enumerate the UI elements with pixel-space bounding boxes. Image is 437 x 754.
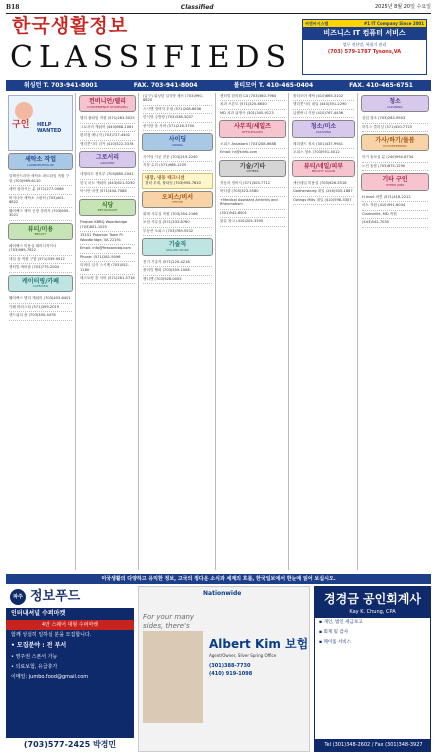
dc-fax: FAX. 703-941-8004	[133, 81, 198, 89]
list-item: 볼티모어 세탁 (410)665-3102	[293, 93, 354, 101]
list-item: Email: info@firepanbbq.com	[80, 245, 135, 253]
category-convenience: 컨비니언/델리 CONVENIENCE STORE/DELI	[79, 95, 136, 112]
page-number: B18	[6, 3, 20, 11]
list-item: 오피스 Assistant (703)208-6688	[220, 141, 285, 149]
listing-list	[140, 211, 215, 236]
ad-title: 정보푸드	[30, 589, 81, 604]
listing-list	[77, 219, 138, 283]
list-item: 페어팩스 미용실 헤어디자이너 (703)989-7622	[9, 243, 72, 256]
list-item: 오피스 청소 (703)951-4012	[293, 149, 354, 157]
list-item: +Medical Assistant Arthritis and Rheumatism	[220, 197, 285, 210]
contact-bar	[6, 80, 431, 91]
list-item: 세탁 잘하시는 분 (571)277-0066	[9, 186, 72, 194]
ad-line: ▪ 개인, 법인 세금보고	[319, 620, 363, 626]
ad-line: ▪ 회계 및 감사	[319, 629, 349, 635]
list-item: 지붕 수리 (571)988-1205	[143, 162, 212, 170]
listing-list	[140, 259, 215, 284]
list-item: Phone: (571)281-9096	[80, 254, 135, 262]
listing-list	[6, 295, 75, 320]
listing-list	[217, 180, 288, 227]
agent-name: Albert Kim 보험	[209, 637, 309, 651]
list-item: 하우스 클리닝 (571)420-7725	[362, 124, 428, 132]
list-item: H mart 파견 (571)418-2212	[362, 194, 428, 202]
ad-subtitle: Kay K. Chung, CPA	[315, 609, 430, 618]
list-item: 훼어팩스 델리 캐쉬어 (703)403-6401	[9, 295, 72, 303]
list-item: 센터빌 바버숍 (703)775-2004	[9, 264, 72, 272]
ad-line: • 의료보험, 유급휴가	[11, 664, 58, 670]
baltimore-phone[interactable]: 볼티모어 T. 410-465-0404	[233, 81, 314, 89]
category-office: 오피스/비서 OFFICE	[142, 191, 213, 208]
help-wanted-kr: 구인	[12, 120, 30, 130]
listing-list	[359, 115, 431, 132]
category-skilled: 기술직 SKILLED WORK	[142, 238, 213, 255]
ad-line: ▪ 페이롤 서비스	[319, 639, 351, 645]
ad-line: 함께 성실히 일하실 분을 모집합니다.	[11, 632, 92, 638]
listing-list	[290, 93, 357, 118]
issue-date: 2025년 8월 20일 수요일	[374, 4, 431, 11]
list-item: 대형마트 정육부 (703)880-2041	[80, 171, 135, 179]
agent-role: Agent/Owner, Silver Spring Office	[209, 653, 277, 658]
top-advert-header: 씨엔씨시스템 #1 IT Company Since 2001	[305, 21, 424, 26]
help-wanted-box	[8, 95, 73, 151]
listing-list	[217, 141, 288, 158]
list-item: 플러밍 헬퍼 (703)359-1008	[143, 267, 212, 275]
list-item: 한국 마트 캐쉬어 (443)621-5250	[80, 180, 135, 188]
top-advert[interactable]	[302, 19, 427, 75]
list-item: 글렌버니 식당 (410)767-4436	[293, 110, 354, 118]
ad-line: • 모집분야 : 전 부서	[11, 642, 67, 650]
category-restaurant: 식당 RESTAURANT	[79, 199, 136, 216]
list-item: 치과 프론트 (571)325-6630	[220, 101, 285, 109]
classified-column-5	[290, 93, 358, 570]
classified-column-1	[6, 93, 76, 570]
ad-subtitle: 인터내셔널 수퍼마켓	[11, 610, 66, 618]
list-item: 아시안 마켓 (571)444-7088	[80, 188, 135, 196]
help-wanted-en: HELP WANTED	[37, 122, 62, 135]
category-cleaning-2: 청소 CLEANING	[361, 95, 429, 112]
listing-list	[359, 154, 431, 171]
list-item: 레스토랑 홀 서버 (571)261-5716	[80, 275, 135, 283]
listing-list	[140, 93, 215, 131]
listing-list	[290, 141, 357, 158]
listing-list	[217, 93, 288, 118]
category-cafe: 케이터링/카페 CAFE/DELI	[8, 275, 73, 292]
list-item: 전기 기술자 (571)220-4218	[143, 259, 212, 267]
top-advert-subtitle: 업무 전산망, 복합기 관리	[342, 41, 387, 47]
worker-icon	[15, 102, 33, 120]
subscription-banner: 미국생활의 다양하고 유익한 정보, 고국의 정다운 소식과 세계의 흐름, 한국일보에서 한눈에 읽어 보십시오.	[6, 574, 431, 584]
top-advert-headline: 비즈니스 IT 컴퓨터 서비스	[303, 27, 426, 40]
ad-tagline: For your many sides, there's	[143, 613, 195, 630]
list-item: Clarksville, MD 직원	[362, 211, 428, 219]
list-item: 부동산 오피스 (703)789-5532	[143, 228, 212, 236]
ad-email[interactable]: 이메일: jumbo.food@gmail.com	[11, 674, 89, 681]
list-item: 그로서리 캐쉬어 (443)668-1061	[80, 124, 135, 132]
category-beauty: 뷰티/미용 BEAUTY	[8, 223, 73, 240]
ad-phone[interactable]: Tel (301)348-2602 / Fax (301)348-3927	[315, 739, 431, 751]
list-item: (301)942-6001	[220, 210, 285, 218]
classified-column-3	[140, 93, 216, 570]
header-rule	[6, 13, 431, 14]
featured-listing: 냉장, 냉동 테크니션 경력 우대, 풀타임 (703)955-7610	[142, 173, 213, 189]
office-phone[interactable]: (301)388-7730	[209, 663, 251, 669]
masthead-title-kr: 한국생활정보	[12, 15, 129, 37]
ad-line: • 영주권 스폰서 가능	[11, 653, 58, 660]
dc-phone[interactable]: 워싱턴 T. 703-941-8001	[24, 81, 98, 89]
list-item: 네일 숍 직원 구함 (571)339-0012	[9, 256, 72, 264]
category-siding: 사이딩 SIDING	[142, 133, 213, 150]
list-item: 노인 돌봄 (703)675-1290	[362, 163, 428, 171]
ad-title: 경경금 공인회계사	[315, 587, 430, 609]
nationwide-logo: Nationwide	[203, 590, 242, 597]
list-item: 엘리콧시티 리커 (410)522-3378	[80, 141, 135, 149]
list-item: 15151 Potomac Town Pl. Woodbridge, VA 22191	[80, 232, 135, 245]
category-cleaning: 청소/미소 CLEANING	[292, 120, 355, 137]
list-item: 마트 직원 (410)991-6044	[362, 202, 428, 210]
listing-list	[359, 194, 431, 228]
list-item: 핸디맨 (703)928-0003	[143, 276, 212, 284]
listing-list	[6, 173, 75, 220]
section-title: Classified	[180, 3, 214, 11]
jumbo-food-advert[interactable]	[6, 586, 134, 752]
list-item: 버지니아 세탁소 스팟터 (703)401-8822	[9, 195, 72, 208]
listing-list	[140, 154, 215, 171]
classified-column-2	[77, 93, 139, 570]
list-item: 물류 창고 (410)205-3390	[220, 218, 285, 226]
listing-list	[290, 180, 357, 205]
list-item: 한식당 주방장 (703)338-3037	[143, 114, 212, 122]
list-item: 리버티 일식 스시맨 (703)552-1180	[80, 262, 135, 275]
classified-column-6	[359, 93, 431, 570]
masthead-title-en: CLASSIFIEDS	[10, 40, 293, 75]
category-housekeeping: 가사/하기/돌봄 HOUSEKEEPING	[361, 134, 429, 151]
list-item: Owings Mills 네일 (410)598-3307	[293, 197, 354, 205]
category-grocery: 그로서리 GROCERY	[79, 151, 136, 168]
category-beauty-salon: 뷰티/네일/피부 BEAUTY SALON	[292, 160, 355, 177]
listing-list	[6, 243, 75, 273]
list-item: 사이딩 시공 전문 (703)219-2240	[143, 154, 212, 162]
ad-highlight: 4만 스퀘어 대형 수퍼마켓	[6, 620, 134, 630]
category-laundry: 세탁소 작업 LAUNDRY/PICK-UP	[8, 153, 73, 170]
list-item: 아기 돌보실 분 (240)994-6734	[362, 154, 428, 162]
list-item: 센터빌 한의원 CA (703)360-7964	[220, 93, 285, 101]
list-item: 메리랜드 청소 (301)437-9941	[293, 141, 354, 149]
list-item: 보험 사무실 (571)333-8760	[143, 219, 212, 227]
list-item: 상업 청소 (703)283-9903	[362, 115, 428, 123]
list-item: 델리 풀타임 직원 (571)263-5025	[80, 115, 135, 123]
cpa-advert[interactable]	[314, 586, 431, 752]
list-item: 중식당 홀 서버 (571)216-3700	[143, 123, 212, 131]
list-item: 바디샵 (703)323-5580	[220, 188, 285, 196]
top-advert-phone[interactable]: (703) 579-1787 Tysons,VA	[327, 48, 402, 55]
list-item: 카페 바리스타 (571)399-2019	[9, 304, 72, 312]
list-item: Gaithersburg 네일 (240)505-1887	[293, 188, 354, 196]
list-item: Firepan KBBQ Woodbridge (703)801-1025	[80, 219, 135, 232]
list-item: (443)542-7030	[362, 219, 428, 227]
list-item: 회계 사무실 직원 (703)354-2166	[143, 211, 212, 219]
list-item[interactable]: Email: hr@kinfo.com	[220, 149, 285, 157]
baltimore-fax: FAX. 410-465-6751	[349, 81, 413, 89]
category-office-sales: 사무직/세일즈 OFFICE/SALES	[219, 120, 286, 137]
list-item: 엘리콧시티 네일 (443)391-2290	[293, 101, 354, 109]
list-item: 편의점 매니저 (703)727-4402	[80, 132, 135, 140]
listing-list	[77, 115, 138, 149]
list-item: 알렉산드리아 세탁소 파트타임 직원 구함 (703)969-6110	[9, 173, 72, 186]
listing-list	[77, 171, 138, 196]
cell-phone[interactable]: (410) 919-1098	[209, 671, 253, 677]
list-item: MD 치과 위생사 (301)345-9123	[220, 110, 285, 118]
list-item: 애난데일 미용실 (703)626-5518	[293, 180, 354, 188]
category-other-jobs: 기타 구인 OTHER JOBS	[361, 173, 429, 190]
agent-photo	[143, 631, 203, 723]
classified-column-4	[217, 93, 289, 570]
list-item: 자동차 정비사 (571)303-7712	[220, 180, 285, 188]
category-others: 기술/기타 OTHERS	[219, 160, 286, 177]
list-item: 훼어팩스 세탁 공장 경력자 (703)659-3021	[9, 208, 72, 221]
list-item: 스시맨 경력자 우대 (571)208-6636	[143, 106, 212, 114]
ad-title-row	[6, 586, 134, 608]
ad-phone[interactable]: (703)577-2425 박경민	[6, 738, 134, 752]
brand-badge: 파주	[10, 589, 26, 605]
list-item: 샌드위치 숍 (703)300-4478	[9, 312, 72, 320]
page-header	[6, 3, 431, 12]
list-item: (급구) 워싱턴 일식당 셰프 (703)990-6820	[143, 93, 212, 106]
nationwide-advert[interactable]	[138, 586, 310, 752]
